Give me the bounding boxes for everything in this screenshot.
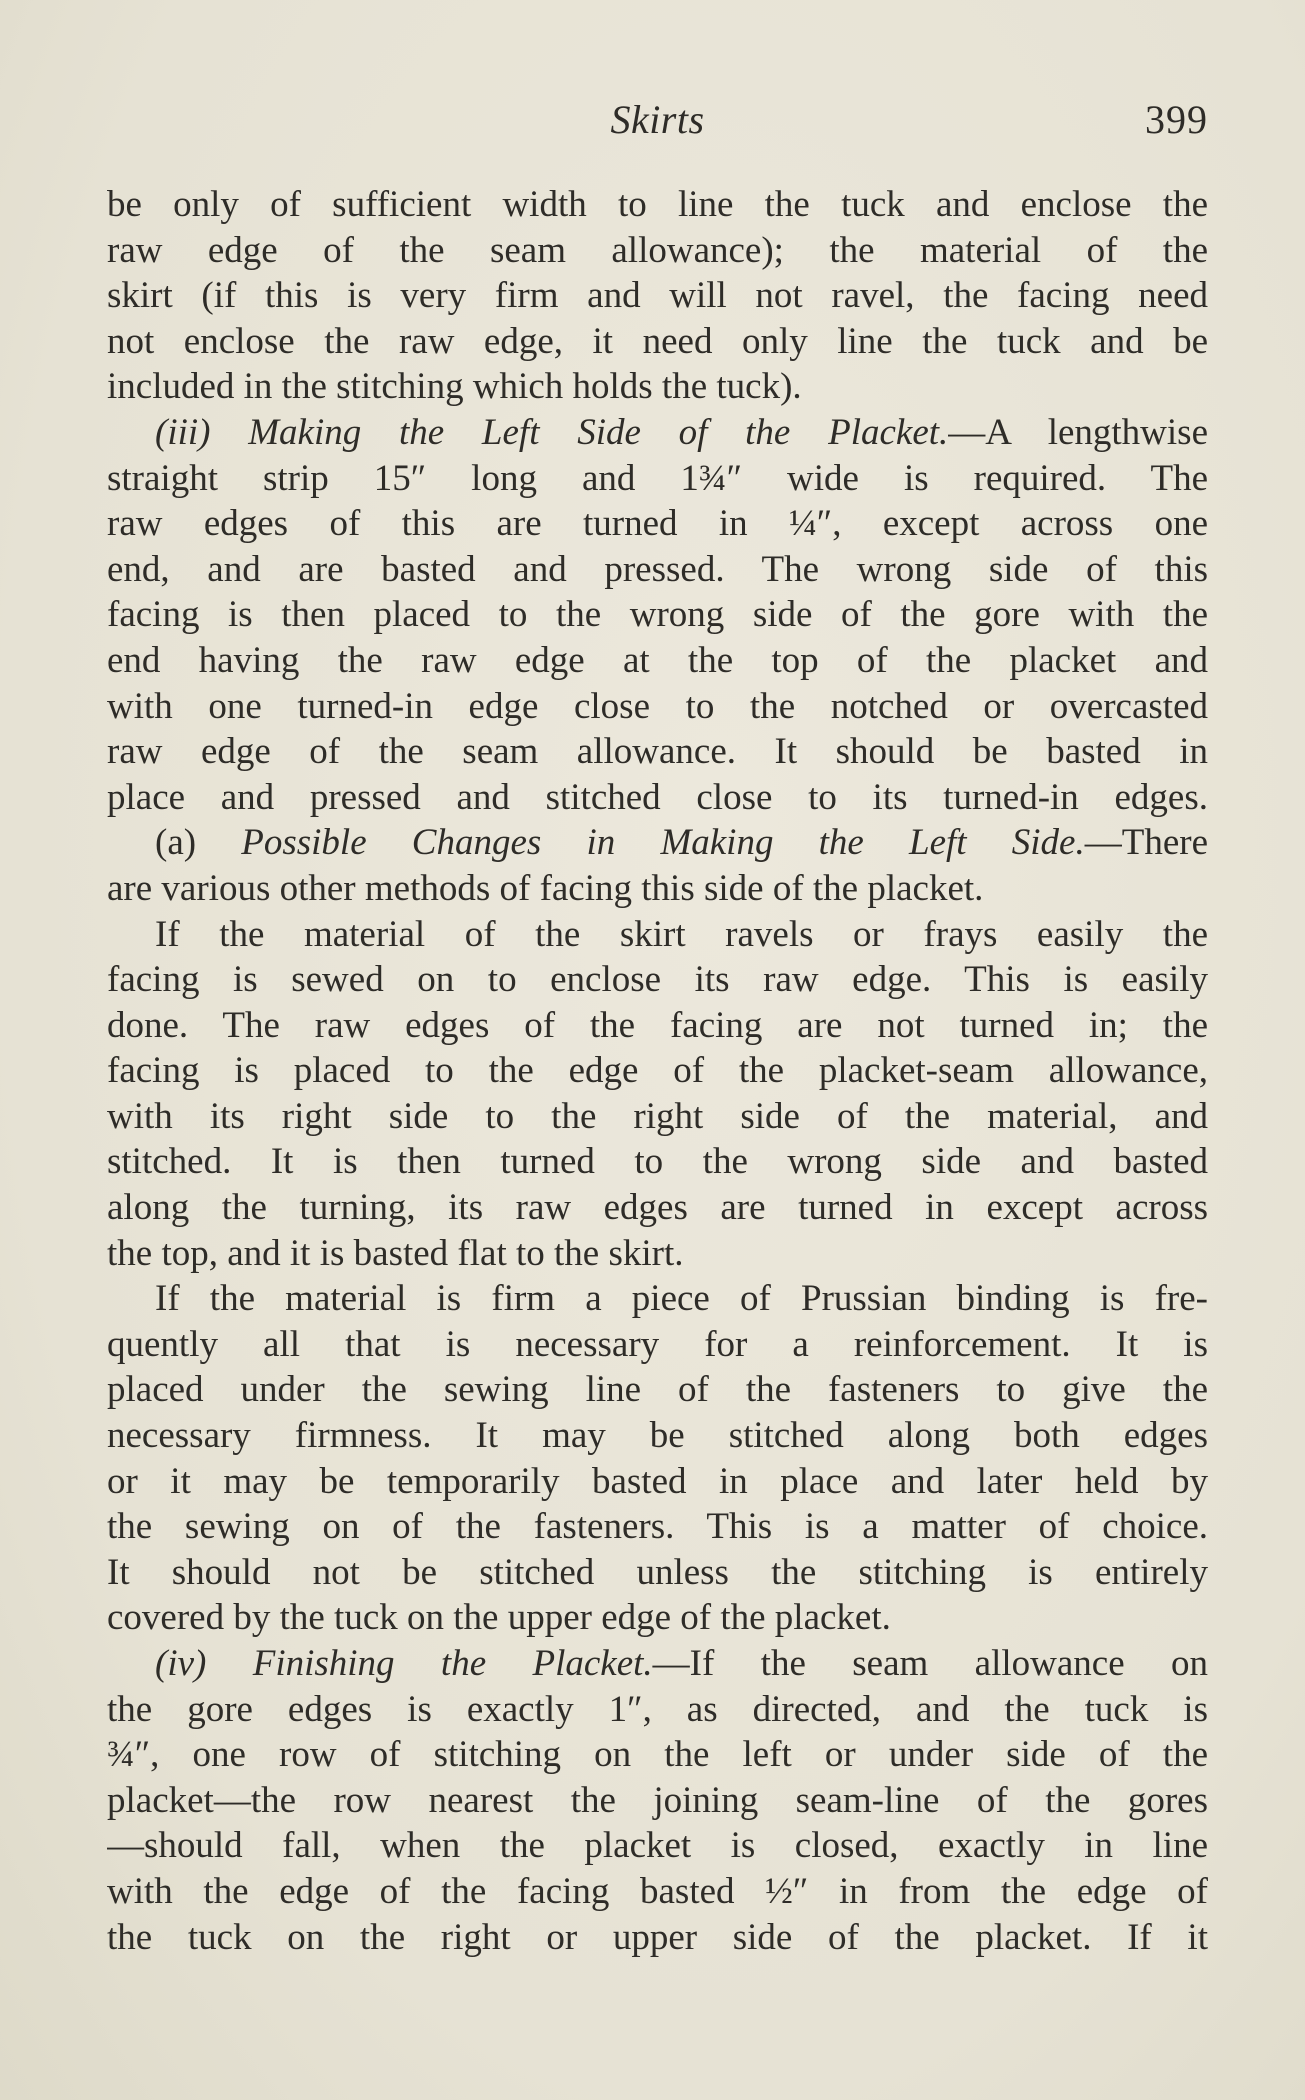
line-text: with the edge of the facing basted ½″ in from the edge of [107, 1870, 1208, 1912]
text-line [107, 182, 1208, 228]
section-heading: Possible Changes in Making the Left Side. [241, 822, 1085, 864]
text-line [107, 1550, 1208, 1596]
text-line [107, 1778, 1208, 1824]
line-text: facing is then placed to the wrong side of the gore with the [107, 594, 1208, 636]
line-text: If the material of the skirt ravels or frays easily the [155, 913, 1208, 955]
body-text [107, 182, 1208, 1960]
line-text: not enclose the raw edge, it need only line the tuck and be [107, 320, 1208, 362]
line-text: —should fall, when the placket is closed, exactly in line [107, 1825, 1208, 1867]
text-line [107, 1231, 1208, 1277]
line-text: end having the raw edge at the top of the placket and [107, 639, 1208, 681]
text-line [107, 1367, 1208, 1413]
text-line [107, 957, 1208, 1003]
line-text: place and pressed and stitched close to its turned-in edges. [107, 776, 1208, 818]
line-text: are various other methods of facing this side of the placket. [107, 867, 984, 909]
text-line [107, 1687, 1208, 1733]
line-text: the gore edges is exactly 1″, as directed, and the tuck is [107, 1688, 1208, 1730]
line-text: with its right side to the right side of the material, and [107, 1095, 1208, 1137]
text-line [107, 273, 1208, 319]
text-line [107, 456, 1208, 502]
text-line [107, 638, 1208, 684]
line-text: quently all that is necessary for a reinforcement. It is [107, 1323, 1208, 1365]
text-line [107, 775, 1208, 821]
text-line [107, 1185, 1208, 1231]
text-line [107, 1869, 1208, 1915]
line-text: or it may be temporarily basted in place and later held by [107, 1460, 1208, 1502]
page-number: 399 [1145, 97, 1208, 142]
text-line [107, 1823, 1208, 1869]
line-text: included in the stitching which holds the tuck). [107, 366, 802, 408]
text-line [107, 1003, 1208, 1049]
line-text: covered by the tuck on the upper edge of the placket. [107, 1597, 891, 1639]
line-text: It should not be stitched unless the stitching is entirely [107, 1551, 1208, 1593]
line-lead: (a) [155, 822, 242, 864]
text-line [107, 1094, 1208, 1140]
text-line [107, 319, 1208, 365]
line-text: raw edge of the seam allowance. It should be basted in [107, 731, 1208, 773]
section-heading: (iii) Making the Left Side of the Placket. [155, 411, 949, 453]
text-line [107, 547, 1208, 593]
line-text: necessary firmness. It may be stitched along both edges [107, 1415, 1208, 1457]
line-text: along the turning, its raw edges are turned in except across [107, 1187, 1208, 1229]
line-text: raw edges of this are turned in ¼″, except across one [107, 503, 1208, 545]
text-line [107, 1322, 1208, 1368]
line-text: facing is sewed on to enclose its raw edge. This is easily [107, 959, 1208, 1001]
text-line [107, 1413, 1208, 1459]
line-text: facing is placed to the edge of the placket-seam allowance, [107, 1050, 1208, 1092]
text-line [107, 1504, 1208, 1550]
line-text: the tuck on the right or upper side of the placket. If it [107, 1916, 1208, 1958]
line-text: raw edge of the seam allowance); the material of the [107, 229, 1208, 271]
line-text: end, and are basted and pressed. The wrong side of this [107, 548, 1208, 590]
line-text: done. The raw edges of the facing are not turned in; the [107, 1004, 1208, 1046]
text-line [107, 364, 1208, 410]
text-line [107, 866, 1208, 912]
text-line [107, 1459, 1208, 1505]
text-line [107, 1048, 1208, 1094]
text-line [107, 820, 1208, 866]
line-text: skirt (if this is very firm and will not ravel, the facing need [107, 275, 1208, 317]
page-header [107, 96, 1208, 146]
running-head: Skirts [610, 97, 705, 142]
text-line [107, 1641, 1208, 1687]
text-line [107, 228, 1208, 274]
line-text: If the material is firm a piece of Prussian binding is fre- [155, 1278, 1208, 1320]
line-text: —If the seam allowance on [652, 1643, 1208, 1684]
line-text: ¾″, one row of stitching on the left or under side of the [107, 1734, 1208, 1776]
line-text: the top, and it is basted flat to the skirt. [107, 1232, 684, 1274]
line-text: placket—the row nearest the joining seam-line of the gores [107, 1779, 1208, 1821]
text-line [107, 592, 1208, 638]
line-text: stitched. It is then turned to the wrong side and basted [107, 1141, 1208, 1183]
text-line [107, 1139, 1208, 1185]
text-line [107, 729, 1208, 775]
text-line [107, 684, 1208, 730]
line-text: straight strip 15″ long and 1¾″ wide is required. The [107, 457, 1208, 499]
text-line [107, 912, 1208, 958]
text-line [107, 501, 1208, 547]
text-line [107, 1595, 1208, 1641]
line-text: placed under the sewing line of the fasteners to give the [107, 1369, 1208, 1411]
line-text: —A lengthwise [948, 411, 1208, 453]
text-line [107, 410, 1208, 456]
text-line [107, 1732, 1208, 1778]
line-text: be only of sufficient width to line the tuck and enclose the [107, 184, 1208, 225]
text-line [107, 1915, 1208, 1961]
line-text: —There [1084, 822, 1208, 864]
section-heading: (iv) Finishing the Placket. [155, 1643, 653, 1684]
line-text: with one turned-in edge close to the notched or overcasted [107, 685, 1208, 727]
text-line [107, 1276, 1208, 1322]
line-text: the sewing on of the fasteners. This is a matter of choice. [107, 1506, 1208, 1548]
